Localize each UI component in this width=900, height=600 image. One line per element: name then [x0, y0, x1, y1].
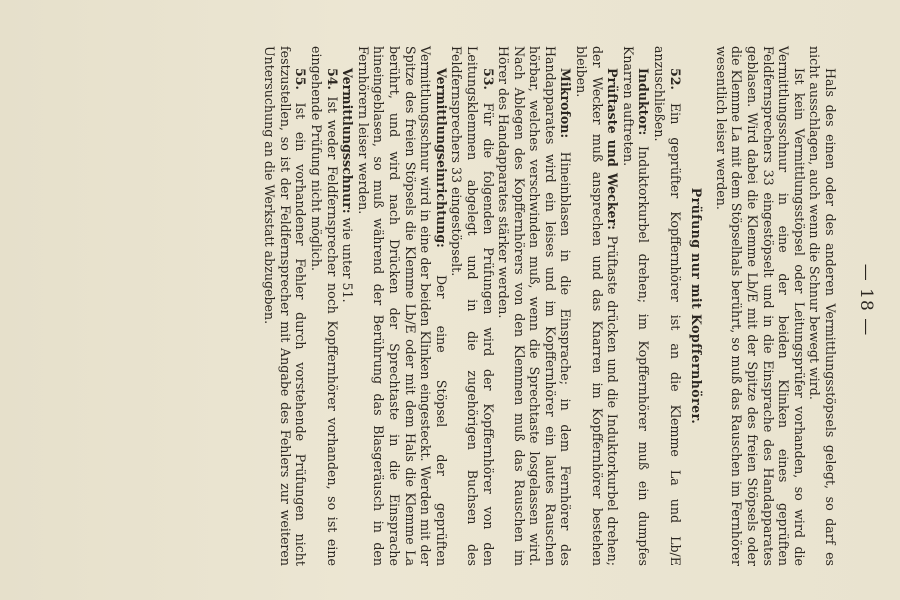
paragraph: 54. Ist weder Feldfernsprecher noch Kopffernhörer vorhanden, so ist eine eingehende Prüfung nicht möglich. [309, 46, 340, 566]
paragraph: Vermittlungseinrichtung: Der eine Stöpsel der geprüften Vermittlungsschnur wird in eine der beiden Klinken eingesteckt. Werden mit der Spitze des freien Stöpsels die Klemme Lb/E oder mit dem Hals die Klemme La berührt, und wird nach Drücken der Sprechtaste in die Einsprache hineingeblasen, so muß während der Berührung das Blasgeräusch in den Fernhörern leiser werden. [355, 46, 449, 566]
paragraph: Mikrofon: Hineinblasen in die Einsprache; in dem Fernhörer des Handapparates wird ein leises und im Kopffernhörer ein lautes Rauschen hörbar, welches verschwinden muß, wenn die Sprechtaste losgelassen wird. Nach Ablegen des Kopffernhörers von den Klemmen muß das Rauschen im Hörer des Handapparates stärker werden. [496, 46, 574, 566]
page-body [262, 46, 838, 566]
paragraph: Hals des einen oder des anderen Vermittlungsstöpsels gelegt, so darf es nicht ausschlagen, auch wenn die Schnur bewegt wird. [807, 46, 838, 566]
paragraph: 52. Ein geprüfter Kopffernhörer ist an die Klemme La und Lb/E anzuschließen. [652, 46, 683, 566]
paragraph: 53. Für die folgenden Prüfungen wird der Kopffernhörer von den Leitungsklemmen abgelegt und in die zugehörigen Buchsen des Feldfernsprechers 33 eingestöpselt. [449, 46, 496, 566]
paragraph: 55. Ist ein vorhandener Fehler durch vorstehende Prüfungen nicht festzustellen, so ist der Feldfernsprecher mit Angabe des Fehlers zur weiteren Untersuchung an die Werkstatt abzugeben. [262, 46, 309, 566]
paragraph: Prüftaste und Wecker: Prüftaste drücken und die Induktorkurbel drehen; der Wecker muß ansprechen und das Knarren im Kopffernhörer bestehen bleiben. [574, 46, 621, 566]
paragraph: Ist kein Vermittlungsstöpsel oder Leitungsprüfer vorhanden, so wird die Vermittlungsschnur in eine der beiden Klinken eines geprüften Feldfernsprechers 33 eingestöpselt und in die Einsprache des Handapparates geblasen. Wird dabei die Klemme Lb/E mit der Spitze des freien Stöpsels oder die Klemme La mit dem Stöpselhals berührt, so muß das Rauschen im Fernhörer wesentlich leiser werden. [713, 46, 807, 566]
paragraph: Vermittlungsschnur: wie unter 51. [340, 68, 356, 303]
section-heading: Prüfung nur mit Kopffernhörer. [689, 187, 705, 425]
paragraph: Induktor: Induktorkurbel drehen; im Kopffernhörer muß ein dumpfes Knarren auftreten. [620, 46, 652, 566]
page-number: — 18 — [856, 263, 876, 337]
